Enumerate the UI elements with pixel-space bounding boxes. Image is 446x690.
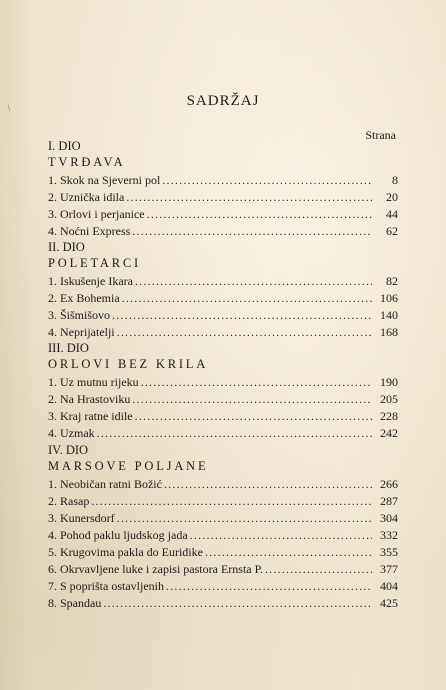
dot-leader <box>97 425 372 442</box>
chapter-title: 2. Ex Bohemia <box>48 291 120 305</box>
page-number: 168 <box>380 325 398 339</box>
toc-entry[interactable] <box>48 223 398 240</box>
page-number: 190 <box>380 375 398 389</box>
chapter-title: 7. S poprišta ostavljenih <box>48 579 164 593</box>
part-title: ORLOVI BEZ KRILA <box>48 357 209 371</box>
toc-entry[interactable] <box>48 561 398 578</box>
dot-leader <box>91 493 372 510</box>
chapter-title: 1. Skok na Sjeverni pol <box>48 173 161 187</box>
dot-leader <box>122 290 372 307</box>
part-title: POLETARCI <box>48 256 141 270</box>
chapter-title: 2. Na Hrastoviku <box>48 392 131 406</box>
dot-leader <box>147 206 372 223</box>
chapter-title: 1. Iskušenje Ikara <box>48 274 133 288</box>
toc-entry[interactable] <box>48 206 398 223</box>
toc-entry[interactable] <box>48 324 398 341</box>
pencil-mark: / <box>5 103 14 114</box>
dot-leader <box>132 391 372 408</box>
part-label: II. DIO <box>48 240 85 254</box>
chapter-title: 1. Neobičan ratni Božić <box>48 477 162 491</box>
chapter-title: 2. Uznička idila <box>48 190 125 204</box>
dot-leader <box>162 172 372 189</box>
chapter-title: 2. Rasap <box>48 494 90 508</box>
chapter-title: 4. Noćni Express <box>48 224 131 238</box>
dot-leader <box>166 578 372 595</box>
page-number: 355 <box>380 545 398 559</box>
part-title: TVRĐAVA <box>48 155 126 169</box>
dot-leader <box>164 476 372 493</box>
toc-entry[interactable] <box>48 527 398 544</box>
chapter-title: 3. Orlovi i perjanice <box>48 207 145 221</box>
page-number: 266 <box>380 477 398 491</box>
page-number: 242 <box>380 426 398 440</box>
part-label: I. DIO <box>48 139 81 153</box>
page-column-header: Strana <box>365 128 396 142</box>
page-number: 20 <box>386 190 398 204</box>
chapter-title: 3. Šišmišovo <box>48 308 111 322</box>
dot-leader <box>103 595 372 612</box>
page-number: 44 <box>386 207 398 221</box>
page-number: 287 <box>380 494 398 508</box>
toc-entry[interactable] <box>48 425 398 442</box>
toc-entry[interactable] <box>48 476 398 493</box>
toc-entry[interactable] <box>48 544 398 561</box>
toc-entry[interactable] <box>48 391 398 408</box>
chapter-title: 5. Krugovima pakla do Euridike <box>48 545 203 559</box>
toc-entry[interactable] <box>48 374 398 391</box>
toc-entry[interactable] <box>48 578 398 595</box>
toc-entry[interactable] <box>48 493 398 510</box>
dot-leader <box>141 374 372 391</box>
chapter-title: 4. Neprijatelji <box>48 325 115 339</box>
dot-leader <box>265 561 372 578</box>
page-number: 377 <box>380 562 398 576</box>
chapter-title: 3. Kraj ratne idile <box>48 409 133 423</box>
dot-leader <box>117 510 372 527</box>
part-title: MARSOVE POLJANE <box>48 459 209 473</box>
page-number: 62 <box>386 224 398 238</box>
page-number: 8 <box>392 173 398 187</box>
dot-leader <box>112 307 372 324</box>
page-title: SADRŽAJ <box>186 93 260 109</box>
dot-leader <box>205 544 372 561</box>
part-section <box>48 139 398 240</box>
dot-leader <box>135 273 372 290</box>
page-number: 228 <box>380 409 398 423</box>
part-section <box>48 240 398 341</box>
toc-entry[interactable] <box>48 290 398 307</box>
toc-entry[interactable] <box>48 595 398 612</box>
chapter-title: 6. Okrvavljene luke i zapisi pastora Ernsta P. <box>48 562 263 576</box>
part-section <box>48 443 398 612</box>
page-number: 205 <box>380 392 398 406</box>
part-label: IV. DIO <box>48 443 89 457</box>
chapter-title: 4. Uzmak <box>48 426 95 440</box>
dot-leader <box>126 189 372 206</box>
dot-leader <box>132 223 372 240</box>
dot-leader <box>190 527 372 544</box>
toc-entry[interactable] <box>48 172 398 189</box>
toc-entry[interactable] <box>48 273 398 290</box>
chapter-title: 8. Spandau <box>48 596 102 610</box>
part-label: III. DIO <box>48 341 89 355</box>
toc-entry[interactable] <box>48 510 398 527</box>
chapter-title: 4. Pohod paklu ljudskog jada <box>48 528 188 542</box>
part-section <box>48 341 398 442</box>
page-number: 140 <box>380 308 398 322</box>
toc-entry[interactable] <box>48 189 398 206</box>
dot-leader <box>135 408 372 425</box>
toc-entry[interactable] <box>48 408 398 425</box>
page-number: 82 <box>386 274 398 288</box>
page-number: 106 <box>380 291 398 305</box>
page-number: 304 <box>380 511 398 525</box>
dot-leader <box>117 324 372 341</box>
page-number: 404 <box>380 579 398 593</box>
page-number: 425 <box>380 596 398 610</box>
page-number: 332 <box>380 528 398 542</box>
chapter-title: 3. Kunersdorf <box>48 511 115 525</box>
toc-entry[interactable] <box>48 307 398 324</box>
chapter-title: 1. Uz mutnu rijeku <box>48 375 139 389</box>
